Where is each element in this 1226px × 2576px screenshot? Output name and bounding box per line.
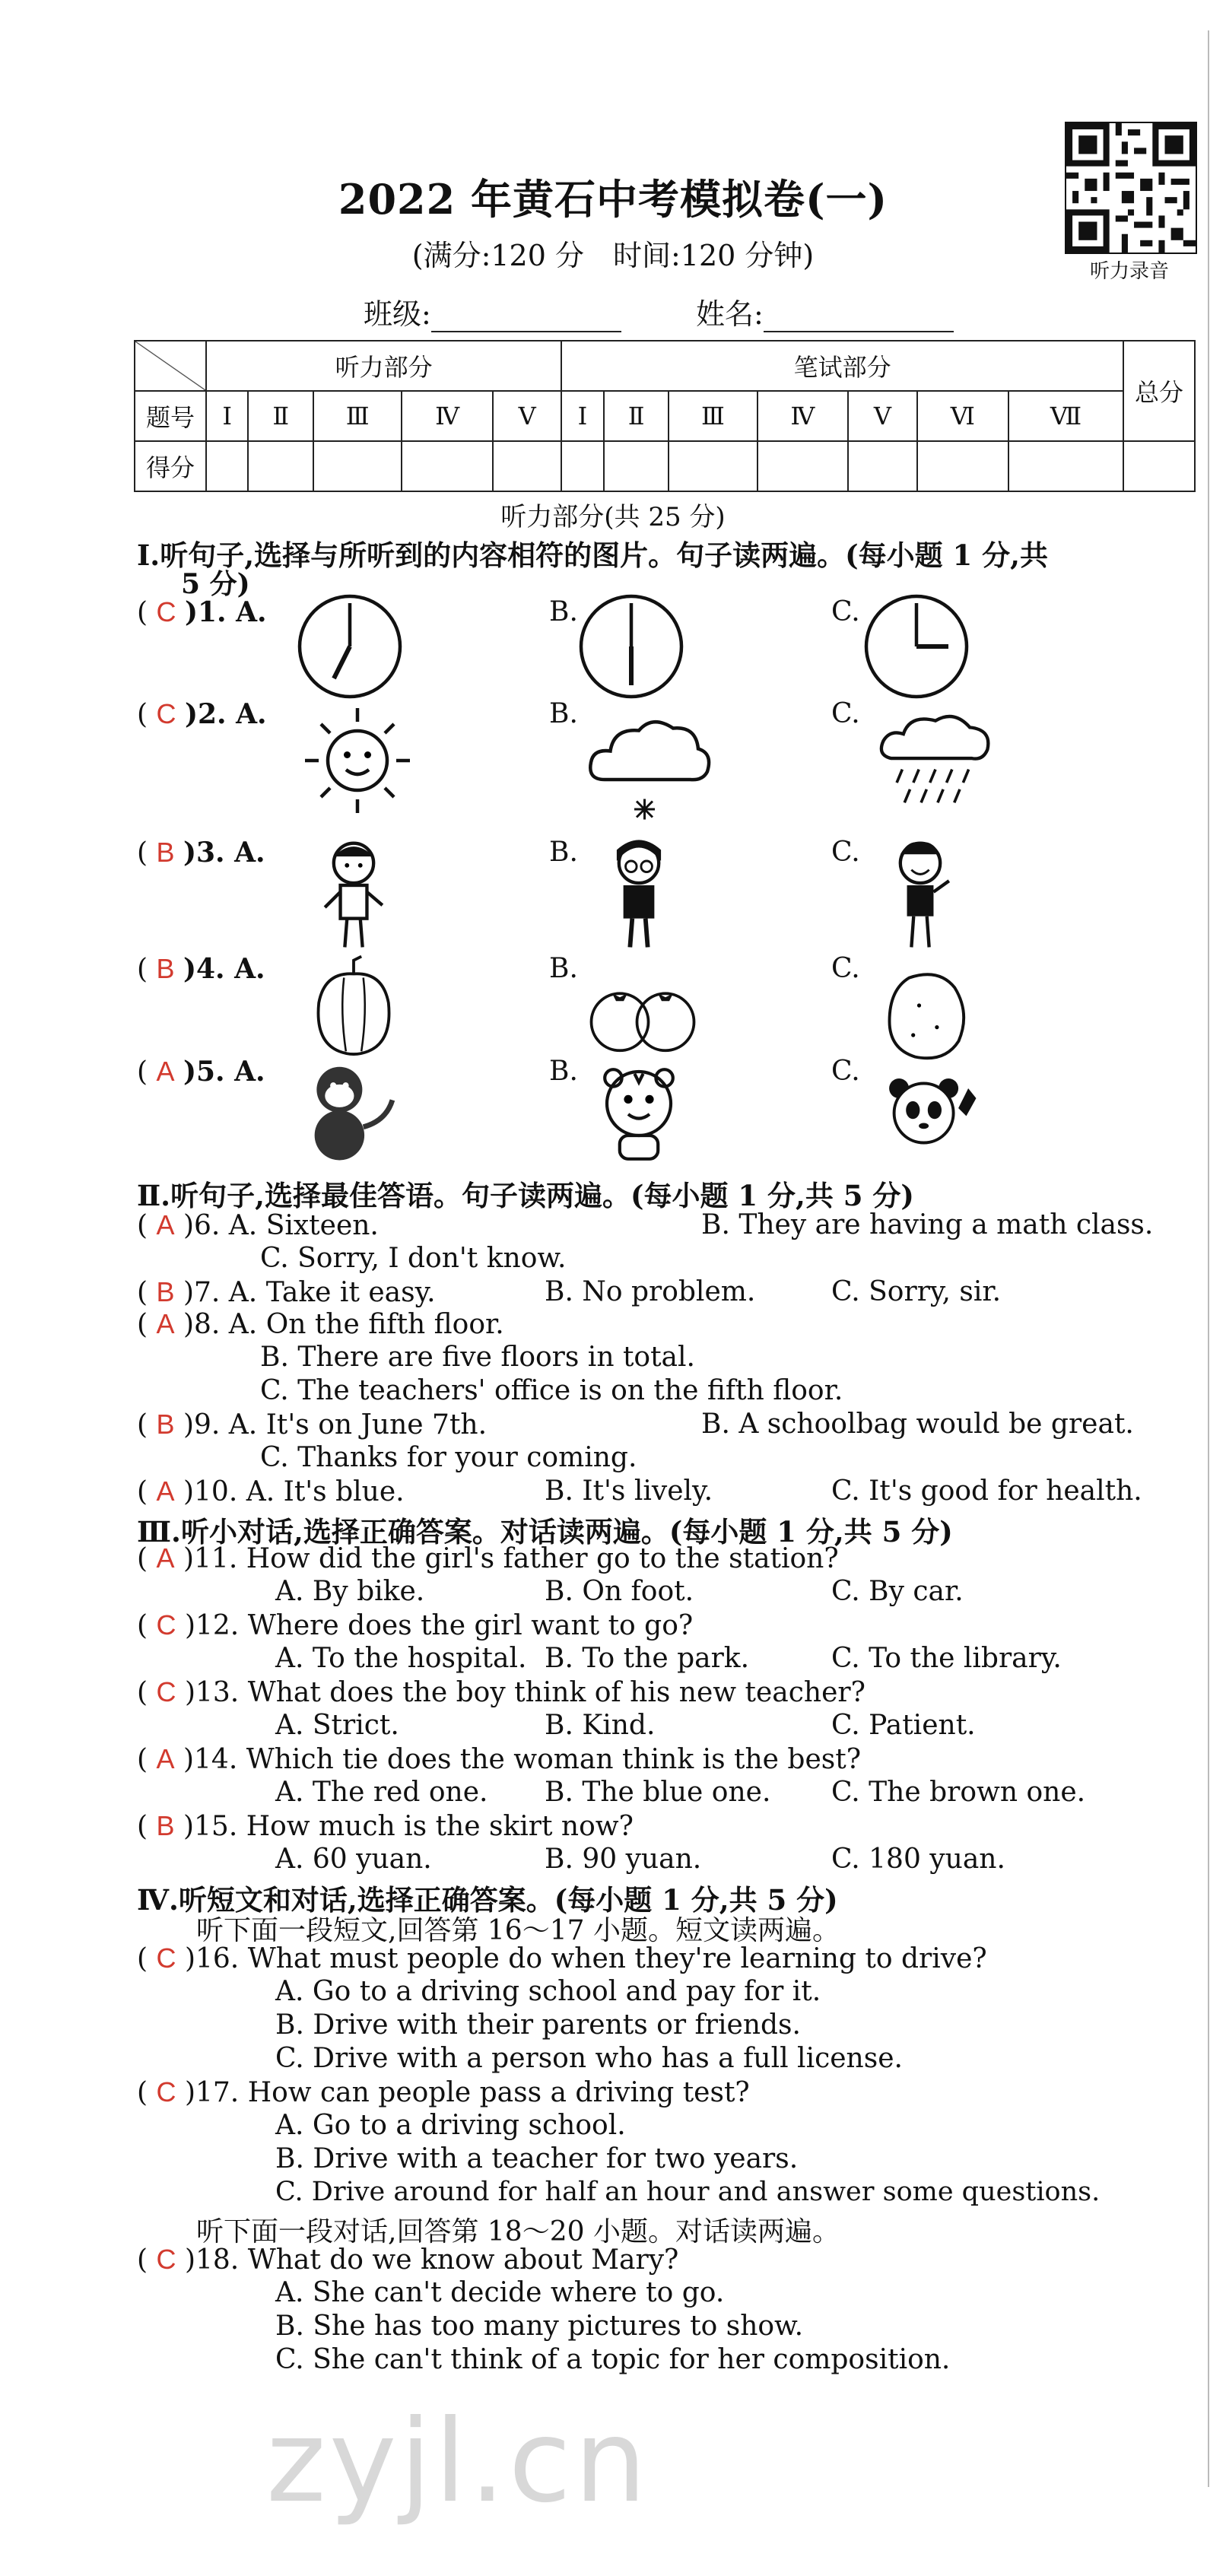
score-cell[interactable]	[848, 441, 916, 491]
score-cell[interactable]	[313, 441, 402, 491]
question-5: ( A )5. A.	[137, 1056, 265, 1088]
score-cell[interactable]	[561, 441, 603, 491]
clock-icon	[859, 589, 973, 704]
answer-4: B	[156, 953, 175, 984]
answer-15: B	[156, 1810, 175, 1841]
answer-18: C	[156, 2244, 176, 2275]
score-cell[interactable]	[493, 441, 561, 491]
answer-11: A	[156, 1542, 175, 1574]
question-7: ( B )7. A. Take it easy.	[137, 1276, 436, 1308]
question-11-option-b: B. On foot.	[545, 1576, 694, 1607]
question-10-option-b: B. It's lively.	[545, 1475, 713, 1507]
boy-glasses-icon	[593, 837, 684, 958]
monkey-icon	[293, 1057, 407, 1164]
question-16-option-c: C. Drive with a person who has a full license.	[275, 2043, 903, 2074]
name-field	[696, 291, 954, 332]
question-12: ( C )12. Where does the girl want to go?	[137, 1609, 694, 1641]
score-cell[interactable]	[248, 441, 313, 491]
question-8-option-b: B. There are five floors in total.	[260, 1342, 695, 1373]
option-c-label: C.	[831, 953, 860, 984]
answer-9: B	[156, 1409, 175, 1440]
writing-col: Ⅴ	[848, 391, 916, 441]
question-8: ( A )8. A. On the fifth floor.	[137, 1308, 504, 1340]
question-7-option-c: C. Sorry, sir.	[831, 1276, 1002, 1307]
question-11-option-a: A. By bike.	[275, 1576, 425, 1607]
question-17-option-a: A. Go to a driving school.	[275, 2110, 626, 2141]
question-9-text: )9. A. It's on June 7th.	[183, 1409, 488, 1440]
answer-12: C	[156, 1609, 176, 1641]
clock-icon	[574, 589, 688, 704]
question-9: ( B )9. A. It's on June 7th.	[137, 1409, 488, 1440]
question-15-option-a: A. 60 yuan.	[275, 1844, 432, 1875]
option-b-label: B.	[549, 1056, 578, 1087]
score-table-corner	[135, 341, 206, 391]
question-13-text: )13. What does the boy think of his new teacher?	[184, 1677, 866, 1708]
sun-icon	[300, 704, 414, 818]
pepper-icon	[304, 954, 403, 1061]
clock-icon	[293, 589, 407, 704]
question-14-option-b: B. The blue one.	[545, 1777, 771, 1808]
writing-col: Ⅶ	[1008, 391, 1123, 441]
section-1-heading: Ⅰ.听句子,选择与所听到的内容相符的图片。句子读两遍。(每小题 1 分,共	[137, 538, 1048, 572]
answer-1: C	[156, 596, 176, 627]
question-13-option-b: B. Kind.	[545, 1710, 656, 1741]
qr-code-icon[interactable]	[1065, 122, 1197, 254]
question-9-option-b: B. A schoolbag would be great.	[701, 1409, 1134, 1440]
question-2-label: )2. A.	[184, 698, 267, 730]
question-6: ( A )6. A. Sixteen.	[137, 1209, 379, 1241]
answer-3: B	[156, 837, 175, 868]
score-row-score-label: 得分	[135, 441, 206, 491]
potato-icon	[878, 966, 970, 1065]
score-cell-total[interactable]	[1123, 441, 1195, 491]
answer-10: A	[156, 1475, 175, 1507]
question-18: ( C )18. What do we know about Mary?	[137, 2244, 679, 2276]
question-14: ( A )14. Which tie does the woman think is the best?	[137, 1743, 862, 1775]
option-c-label: C.	[831, 1056, 860, 1087]
name-label: 姓名:	[696, 297, 764, 331]
question-1-label: )1. A.	[184, 596, 267, 628]
question-17: ( C )17. How can people pass a driving test?	[137, 2076, 750, 2108]
answer-13: C	[156, 1676, 176, 1707]
score-header-writing: 笔试部分	[561, 341, 1123, 391]
page-subtitle: (满分:120 分 时间:120 分钟)	[411, 239, 815, 272]
question-10: ( A )10. A. It's blue.	[137, 1475, 405, 1507]
tomatoes-icon	[586, 970, 700, 1061]
tiger-icon	[586, 1061, 692, 1167]
question-18-option-b: B. She has too many pictures to show.	[275, 2311, 804, 2342]
score-table	[134, 340, 1196, 492]
question-18-option-a: A. She can't decide where to go.	[275, 2277, 725, 2308]
answer-2: C	[156, 698, 176, 729]
score-cell[interactable]	[758, 441, 849, 491]
writing-col: Ⅳ	[758, 391, 849, 441]
question-18-option-c: C. She can't think of a topic for her composition.	[275, 2344, 951, 2375]
class-label: 班级:	[364, 297, 431, 331]
answer-5: A	[156, 1056, 175, 1087]
question-16: ( C )16. What must people do when they're learning to drive?	[137, 1942, 987, 1974]
question-7-text: )7. A. Take it easy.	[183, 1277, 436, 1308]
class-blank[interactable]	[431, 308, 621, 332]
score-cell[interactable]	[402, 441, 493, 491]
listening-part-heading: 听力部分(共 25 分)	[500, 502, 726, 532]
watermark: zyjl.cn	[266, 2396, 650, 2528]
question-5-label: )5. A.	[183, 1056, 265, 1088]
answer-8: A	[156, 1308, 175, 1339]
class-field	[364, 291, 621, 332]
listening-col: Ⅰ	[206, 391, 248, 441]
question-6-option-c: C. Sorry, I don't know.	[260, 1243, 567, 1274]
question-8-text: )8. A. On the fifth floor.	[183, 1309, 504, 1340]
answer-6: A	[156, 1209, 175, 1240]
section-4-heading: Ⅳ.听短文和对话,选择正确答案。(每小题 1 分,共 5 分)	[137, 1883, 838, 1917]
section-4-intro-2: 听下面一段对话,回答第 18～20 小题。对话读两遍。	[196, 2216, 840, 2247]
question-18-text: )18. What do we know about Mary?	[184, 2244, 679, 2276]
rain-cloud-icon	[875, 704, 996, 818]
question-15-option-b: B. 90 yuan.	[545, 1844, 702, 1875]
score-header-total: 总分	[1123, 341, 1195, 441]
listening-col: Ⅳ	[402, 391, 493, 441]
question-15-option-c: C. 180 yuan.	[831, 1844, 1005, 1875]
section-3-heading: Ⅲ.听小对话,选择正确答案。对话读两遍。(每小题 1 分,共 5 分)	[137, 1515, 953, 1548]
answer-14: A	[156, 1743, 175, 1774]
question-13: ( C )13. What does the boy think of his new teacher?	[137, 1676, 866, 1708]
question-13-option-c: C. Patient.	[831, 1710, 976, 1741]
listening-col: Ⅱ	[248, 391, 313, 441]
question-12-option-b: B. To the park.	[545, 1643, 750, 1674]
question-13-option-a: A. Strict.	[275, 1710, 399, 1741]
answer-17: C	[156, 2076, 176, 2107]
listening-col: Ⅲ	[313, 391, 402, 441]
question-17-text: )17. How can people pass a driving test?	[184, 2077, 750, 2108]
question-12-option-a: A. To the hospital.	[275, 1643, 527, 1674]
question-10-option-c: C. It's good for health.	[831, 1475, 1142, 1507]
section-2-heading: Ⅱ.听句子,选择最佳答语。句子读两遍。(每小题 1 分,共 5 分)	[137, 1179, 914, 1212]
smiling-boy-icon	[875, 837, 966, 958]
question-4: ( B )4. A.	[137, 953, 265, 985]
question-3: ( B )3. A.	[137, 837, 265, 869]
question-17-option-c: C. Drive around for half an hour and answer some questions.	[275, 2177, 1101, 2207]
answer-7: B	[156, 1276, 175, 1307]
snow-cloud-icon	[582, 704, 719, 833]
page-edge-line	[1208, 30, 1209, 2487]
question-1: ( C )1. A.	[137, 596, 267, 628]
score-cell[interactable]	[604, 441, 669, 491]
question-10-text: )10. A. It's blue.	[183, 1476, 405, 1507]
name-blank[interactable]	[764, 308, 954, 332]
option-c-label: C.	[831, 837, 860, 868]
question-16-text: )16. What must people do when they're learning to drive?	[184, 1943, 987, 1974]
question-7-option-b: B. No problem.	[545, 1276, 756, 1307]
writing-col: Ⅰ	[561, 391, 603, 441]
question-12-option-c: C. To the library.	[831, 1643, 1062, 1674]
score-header-listening: 听力部分	[206, 341, 561, 391]
question-15: ( B )15. How much is the skirt now?	[137, 1810, 634, 1842]
question-15-text: )15. How much is the skirt now?	[183, 1811, 634, 1842]
option-b-label: B.	[549, 698, 578, 729]
question-12-text: )12. Where does the girl want to go?	[184, 1610, 694, 1641]
score-cell[interactable]	[1008, 441, 1123, 491]
writing-col: Ⅱ	[604, 391, 669, 441]
question-16-option-a: A. Go to a driving school and pay for it.	[275, 1976, 821, 2007]
question-11-option-c: C. By car.	[831, 1576, 964, 1607]
question-6-option-b: B. They are having a math class.	[701, 1209, 1154, 1240]
listening-col: Ⅴ	[493, 391, 561, 441]
question-14-option-a: A. The red one.	[275, 1777, 488, 1808]
boy-icon	[308, 837, 399, 958]
panda-icon	[875, 1069, 989, 1167]
option-c-label: C.	[831, 596, 860, 627]
option-b-label: B.	[549, 596, 578, 627]
question-3-label: )3. A.	[183, 837, 265, 869]
writing-col: Ⅵ	[917, 391, 1009, 441]
question-14-option-c: C. The brown one.	[831, 1777, 1086, 1808]
question-8-option-c: C. The teachers' office is on the fifth floor.	[260, 1375, 843, 1406]
score-cell[interactable]	[669, 441, 757, 491]
question-11: ( A )11. How did the girl's father go to the station?	[137, 1542, 839, 1574]
question-11-text: )11. How did the girl's father go to the station?	[183, 1543, 839, 1574]
option-c-label: C.	[831, 698, 860, 729]
qr-caption: 听力录音	[1089, 260, 1169, 283]
section-1-heading-cont: 5 分)	[181, 568, 250, 600]
option-b-label: B.	[549, 837, 578, 868]
answer-16: C	[156, 1942, 176, 1974]
question-16-option-b: B. Drive with their parents or friends.	[275, 2009, 801, 2041]
score-cell[interactable]	[917, 441, 1009, 491]
option-b-label: B.	[549, 953, 578, 984]
section-4-intro-1: 听下面一段短文,回答第 16～17 小题。短文读两遍。	[196, 1915, 840, 1946]
writing-col: Ⅲ	[669, 391, 757, 441]
page-title: 2022 年黄石中考模拟卷(一)	[338, 175, 888, 224]
score-cell[interactable]	[206, 441, 248, 491]
question-2: ( C )2. A.	[137, 698, 267, 730]
question-14-text: )14. Which tie does the woman think is the best?	[183, 1744, 862, 1775]
question-9-option-c: C. Thanks for your coming.	[260, 1442, 637, 1473]
question-4-label: )4. A.	[183, 953, 265, 985]
question-6-text: )6. A. Sixteen.	[183, 1210, 379, 1241]
question-17-option-b: B. Drive with a teacher for two years.	[275, 2143, 799, 2174]
score-row-question-label: 题号	[135, 391, 206, 441]
